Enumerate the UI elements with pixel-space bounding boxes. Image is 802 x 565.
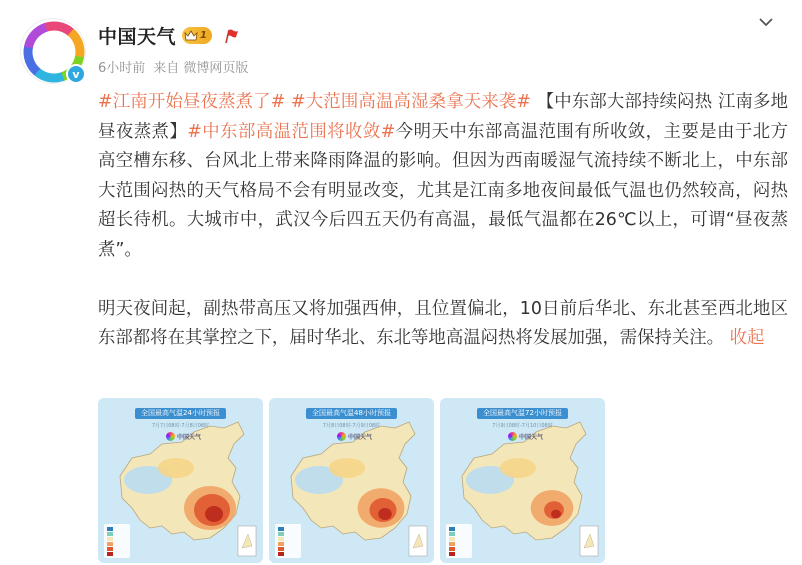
logo-icon xyxy=(337,432,346,441)
topic-link[interactable]: #中东部高温范围将收敛# xyxy=(187,121,396,142)
map-logo-text: 中国天气 xyxy=(348,434,373,441)
map-subtitle: 7月7日08时-7月8日08时 xyxy=(151,423,210,429)
image-thumbnail[interactable] xyxy=(269,398,434,563)
post-content xyxy=(98,88,788,354)
image-gallery xyxy=(98,398,605,563)
chevron-down-icon[interactable] xyxy=(756,12,776,32)
account-name[interactable]: 中国天气 xyxy=(98,26,177,48)
map-title: 全国最高气温24小时预报 xyxy=(135,408,226,419)
map-logo-text: 中国天气 xyxy=(519,434,544,441)
post-headline: 【中东部大部持续闷热 江南多地昼夜蒸煮】 xyxy=(98,92,789,142)
map-title: 全国最高气温48小时预报 xyxy=(306,408,397,419)
vip-badge[interactable] xyxy=(182,27,212,44)
topic-link[interactable]: #大范围高温高湿桑拿天来袭# xyxy=(291,92,531,112)
map-subtitle: 7月8日08时-7月9日08时 xyxy=(322,423,381,429)
post-paragraph-1 xyxy=(98,88,788,265)
map-logo xyxy=(337,432,372,441)
post-body-text: 今明天中东部高温范围有所收敛，主要是由于北方高空槽东移、台风北上带来降雨降温的影响。但因为西南暖湿气流持续不断北上，中东部大范围闷热的天气格局不会有明显改变，尤其是江南多地夜间最低气温也仍然较高，闷热超长待机。大城市中，武汉今后四五天仍有高温，最低气温都在26℃以上，可谓“昼夜蒸煮”。 xyxy=(98,121,788,260)
image-thumbnail[interactable] xyxy=(98,398,263,563)
map-title: 全国最高气温72小时预报 xyxy=(477,408,568,419)
logo-icon xyxy=(508,432,517,441)
map-logo xyxy=(166,432,201,441)
post-paragraph-2 xyxy=(98,295,788,354)
crown-icon xyxy=(184,29,198,42)
map-logo-text: 中国天气 xyxy=(177,434,202,441)
post-body-text: 明天夜间起，副热带高压又将加强西伸，且位置偏北，10日前后华北、东北甚至西北地区东部都将在其掌控之下，届时华北、东北等地高温闷热将发展加强，需保持关注。 xyxy=(98,298,788,348)
red-flag-icon[interactable] xyxy=(222,27,240,45)
vip-level: 1 xyxy=(200,30,207,41)
account-header xyxy=(98,22,240,49)
logo-icon xyxy=(166,432,175,441)
post-meta xyxy=(98,57,248,76)
verified-badge-icon: v xyxy=(66,64,86,84)
map-logo xyxy=(508,432,543,441)
map-subtitle: 7月9日08时-7月10日08时 xyxy=(492,423,553,429)
collapse-link[interactable]: 收起 xyxy=(729,328,765,348)
topic-link[interactable]: #江南开始昼夜蒸煮了# xyxy=(98,92,286,112)
post-time[interactable]: 6小时前 xyxy=(98,61,146,76)
image-thumbnail[interactable] xyxy=(440,398,605,563)
post-source: 来自 微博网页版 xyxy=(153,61,249,76)
